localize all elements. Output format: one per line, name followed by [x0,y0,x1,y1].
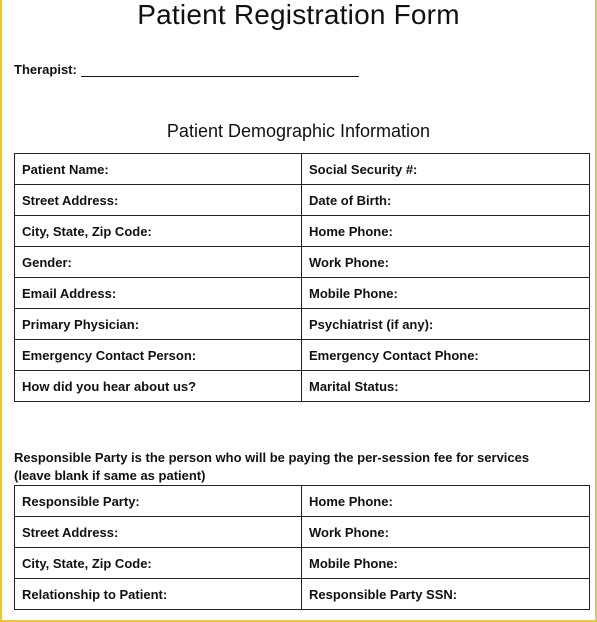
field-primary-physician[interactable]: Primary Physician: [15,309,302,340]
field-mobile-phone[interactable]: Mobile Phone: [302,278,590,309]
field-rp-street-address[interactable]: Street Address: [15,517,302,548]
form-title: Patient Registration Form [137,0,460,30]
table-row [15,154,590,185]
table-row [15,340,590,371]
table-row [15,517,590,548]
field-email-address[interactable]: Email Address: [15,278,302,309]
field-responsible-party[interactable]: Responsible Party: [15,486,302,517]
table-row [15,278,590,309]
field-marital-status[interactable]: Marital Status: [302,371,590,402]
therapist-label: Therapist: [14,62,77,77]
field-rp-mobile-phone[interactable]: Mobile Phone: [302,548,590,579]
table-row [15,309,590,340]
field-home-phone[interactable]: Home Phone: [302,216,590,247]
demographics-heading: Patient Demographic Information [166,121,431,141]
demographics-table [14,153,590,402]
field-patient-name[interactable]: Patient Name: [15,154,302,185]
responsible-party-note-line1: Responsible Party is the person who will be paying the per-session fee for services [14,450,530,465]
responsible-party-note-line2: (leave blank if same as patient) [14,468,206,483]
field-rp-work-phone[interactable]: Work Phone: [302,517,590,548]
table-row [15,548,590,579]
field-how-did-you-hear[interactable]: How did you hear about us? [15,371,302,402]
field-street-address[interactable]: Street Address: [15,185,302,216]
therapist-input-line[interactable] [81,63,359,77]
field-work-phone[interactable]: Work Phone: [302,247,590,278]
therapist-field [14,62,359,77]
field-rp-home-phone[interactable]: Home Phone: [302,486,590,517]
table-row [15,185,590,216]
responsible-party-note [14,449,589,485]
field-emergency-contact-phone[interactable]: Emergency Contact Phone: [302,340,590,371]
table-row [15,216,590,247]
field-psychiatrist[interactable]: Psychiatrist (if any): [302,309,590,340]
table-row [15,247,590,278]
field-emergency-contact-person[interactable]: Emergency Contact Person: [15,340,302,371]
field-responsible-party-ssn[interactable]: Responsible Party SSN: [302,579,590,610]
field-gender[interactable]: Gender: [15,247,302,278]
field-rp-city-state-zip[interactable]: City, State, Zip Code: [15,548,302,579]
field-city-state-zip[interactable]: City, State, Zip Code: [15,216,302,247]
responsible-party-table [14,485,590,610]
table-row [15,579,590,610]
field-date-of-birth[interactable]: Date of Birth: [302,185,590,216]
table-row [15,371,590,402]
field-social-security[interactable]: Social Security #: [302,154,590,185]
table-row [15,486,590,517]
field-relationship-to-patient[interactable]: Relationship to Patient: [15,579,302,610]
